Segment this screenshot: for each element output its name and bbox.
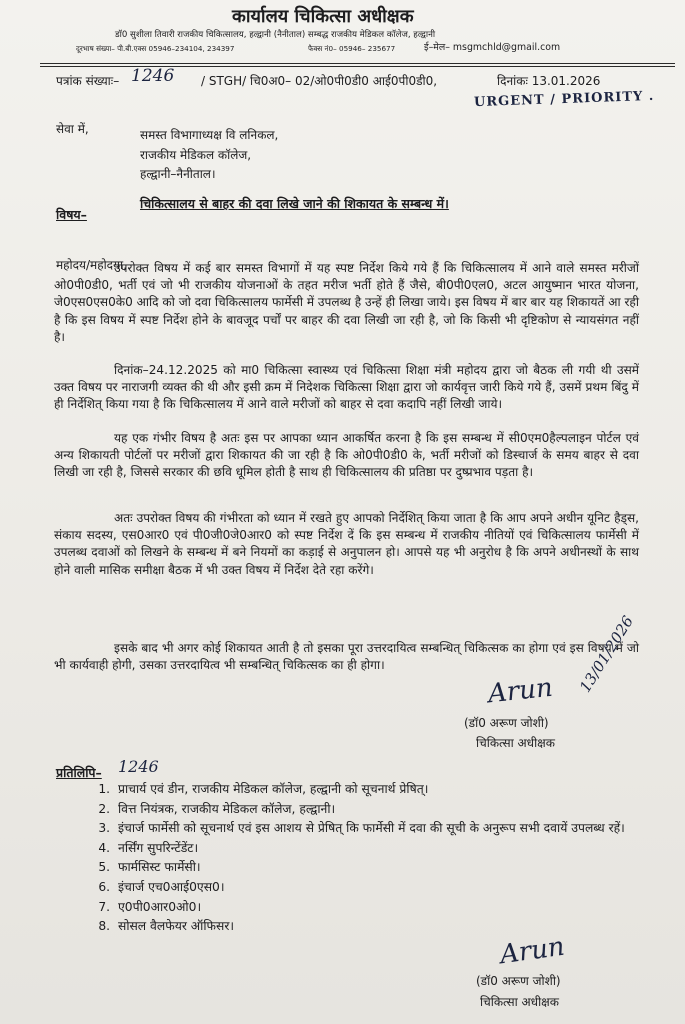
signatory-2-designation: चिकित्सा अधीक्षक [480,995,559,1009]
signature-handwritten: Arun [486,672,555,710]
header-divider [40,63,675,64]
copy-item: 3. इंचार्ज फार्मेसी को सूचनार्थ एवं इस आशय से प्रेषित् कि फार्मेसी में दवा की सूची के अनुरूप सभी दवायें उपलब्ध रहें। [114,819,674,839]
copy-item: 5. फार्मसिस्ट फार्मेसी। [114,858,674,878]
address-line-3: हल्द्वानी–नैनीताल। [140,167,216,181]
institution-line: डॉ0 सुशीला तिवारी राजकीय चिकित्सालय, हल्द्वानी (नैनीताल) सम्बद्ध राजकीय मेडिकल कॉलेज, हल्द्वानी [115,30,436,40]
ref-number-handwritten: 1246 [131,66,175,86]
address-line-1: समस्त विभागाध्यक्ष वि लनिकल, [140,128,279,142]
subject-label: विषय– [56,207,87,222]
subject-text: चिकित्सालय से बाहर की दवा लिखे जाने की शिकायत के सम्बन्ध में। [140,196,449,211]
copy-item: 6. इंचार्ज एच0आई0एस0। [114,878,674,898]
signature-2-handwritten: Arun [498,931,567,971]
signatory-2-name: (डॉ0 अरूण जोशी) [476,974,561,988]
urgent-priority-stamp: URGENT / PRIORITY . [473,88,655,111]
copy-item: 8. सोसल वैलफेयर ऑफिसर। [114,917,674,937]
ref-label: पत्रांक संख्याः– [56,74,120,88]
copy-ref-handwritten: 1246 [118,757,159,776]
copy-list [90,780,674,937]
signature-handwritten-date: 13/01/2026 [576,612,638,696]
salutation-to: सेवा में, [56,122,89,136]
office-title: कार्यालय चिकित्सा अधीक्षक [232,6,414,27]
address-line-2: राजकीय मेडिकल कॉलेज, [140,148,252,162]
paragraph-1: उपरोक्त विषय में कई बार समस्त विभागों में यह स्पष्ट निर्देश किये गये हैं कि चिकित्सालय में आने वाले समस्त मरीजों ओ0पी0डी0, भर्ती एवं जो भी राजकीय योजनाओं के तहत मरीज भर्ती होते हैं जैसे, बी0पी0एल0, अटल आयुष्मान भारत योजना, जे0एस0एस0के0 आदि को जो दवा चिकित्सालय फार्मेसी में उपलब्ध है उन्हें ही लिखा जाये। इस विषय में बार बार यह शिकायतें आ रही है कि इस विषय में स्पष्ट निर्देश होने के बावजूद पर्चों पर बाहर की दवा लिखी जा रही है, जो कि किसी भी दृष्टिकोण से न्यायसंगत नहीं है। [54,261,639,344]
copy-item: 4. नर्सिंग सुपरिन्टेंडेंट। [114,839,674,859]
copy-item: 1. प्राचार्य एवं डीन, राजकीय मेडिकल कॉलेज, हल्द्वानी को सूचनार्थ प्रेषित्। [114,780,674,800]
letter-date: दिनांकः 13.01.2026 [497,74,601,88]
greeting: महोदय/महोदया, [56,258,127,272]
paragraph-2: दिनांक–24.12.2025 को मा0 चिकित्सा स्वास्थ्य एवं चिकित्सा शिक्षा मंत्री महोदय द्वारा जो बैठक ली गयी थी उसमें उक्त विषय पर नाराजगी व्यक्त की थी और इसी क्रम में निदेशक चिकित्सा शिक्षा द्वारा जो कार्यवृत्त जारी किये गये हैं, उसमें प्रथम बिंदु में ही निर्देशित् किया गया है कि चिकित्सालय में आने वाले मरीजों को बाहर से दवा कदापि नहीं लिखी जाये। [54,363,639,412]
ref-suffix: / STGH/ चि0अ0– 02/ओ0पी0डी0 आई0पी0डी0, [201,74,438,88]
signatory-designation: चिकित्सा अधीक्षक [476,736,555,750]
paragraph-5: इसके बाद भी अगर कोई शिकायत आती है तो इसका पूरा उत्तरदायित्व सम्बन्धित् चिकित्सक का होगा एवं इस विषय में जो भी कार्यवाही होगी, उसका उत्तरदायित्व भी सम्बन्धित् चिकित्सक का ही होगा। [54,641,639,673]
paragraph-3: यह एक गंभीर विषय है अतः इस पर आपका ध्यान आकर्षित करना है कि इस सम्बन्ध में सी0एम0हैल्पलाइन पोर्टल एवं अन्य शिकायती पोर्टलों पर मरीजों द्वारा शिकायत की जा रही है कि ओ0पी0डी0 के, भर्ती मरीजों को डिस्चार्ज के समय बाहर से दवा लिखी जा रही है, जिससे सरकार की छवि धूमिल होती है साथ ही चिकित्सालय की प्रतिष्ठा पर दुष्प्रभाव पड़ता है। [54,431,639,480]
paragraph-4: अतः उपरोक्त विषय की गंभीरता को ध्यान में रखते हुए आपको निर्देशित् किया जाता है कि आप अपने अधीन यूनिट हैड्स, संकाय सदस्य, एस0आर0 एवं पी0जी0जे0आर0 को स्पष्ट निर्देश दें कि इस सम्बन्ध में राजकीय नीतियों एवं चिकित्सालय फार्मेसी में उपलब्ध दवाओं को लिखने के सम्बन्ध में बने नियमों का कड़ाई से अनुपालन हो। आपसे यह भी अनुरोध है कि अपने अधीनस्थों के साथ होने वाली मासिक समीक्षा बैठक में भी उक्त विषय में निर्देश देते रहा करेंगे। [54,511,639,577]
copy-item: 7. ए0पी0आर0ओ0। [114,898,674,918]
copy-label: प्रतिलिपि– [56,765,102,780]
email-line: ई–मेल– msgmchld@gmail.com [424,42,561,53]
fax-line: फैक्स नं0– 05946– 235677 [308,44,396,53]
signatory-name: (डॉ0 अरूण जोशी) [464,716,549,730]
phone-line: दूरभाष संख्या– पी.बी.एक्स 05946–234104, 234397 [76,44,235,53]
copy-item: 2. वित्त नियंत्रक, राजकीय मेडिकल कॉलेज, हल्द्वानी। [114,800,674,820]
